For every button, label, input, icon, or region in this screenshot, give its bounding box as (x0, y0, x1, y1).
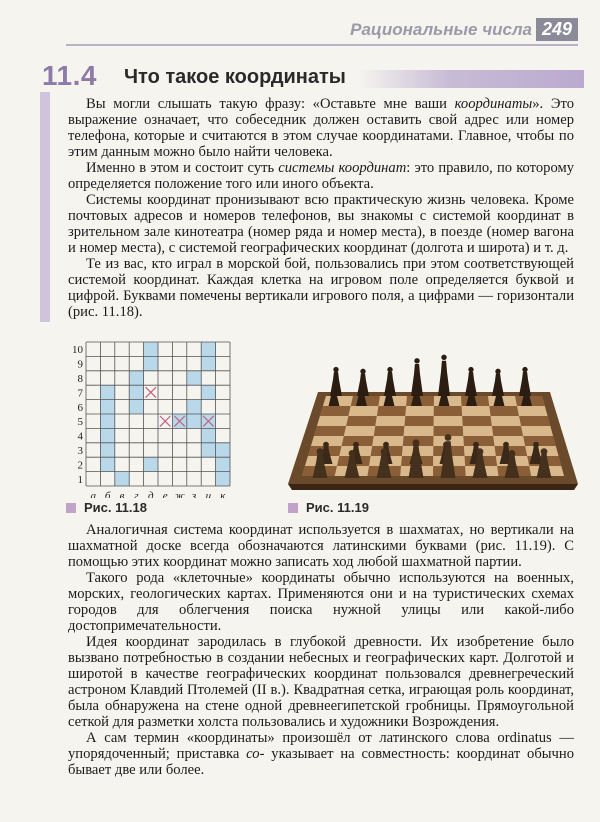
board-square (521, 426, 553, 436)
figure-caption-1: Рис. 11.18 (66, 500, 147, 515)
col-label: е (162, 490, 168, 498)
shaded-cell (100, 428, 114, 442)
shaded-cell (201, 428, 215, 442)
col-label: в (119, 490, 125, 498)
col-label: и (205, 490, 212, 498)
chessboard-photo (288, 352, 578, 492)
board-square (493, 436, 525, 446)
board-square (377, 406, 406, 416)
row-label: 6 (77, 401, 83, 414)
header-rule (66, 44, 578, 46)
chapter-title: Рациональные числа (350, 20, 532, 39)
battleship-grid (56, 338, 236, 498)
paragraph: Вы могли слышать такую фразу: «Оставьте мне ваши координаты». Это выражение означает, что собеседник должен оставить свой адрес или номер телефона, которые и считаются в этом случае координатами. Главное, чтобы по этим данным можно было найти человека. (68, 96, 574, 160)
shaded-cell (187, 371, 201, 385)
col-label: а (90, 490, 96, 498)
row-label: 1 (77, 473, 83, 486)
text-block-1 (68, 96, 574, 320)
row-label: 7 (77, 387, 83, 400)
board-square (314, 426, 346, 436)
shaded-cell (216, 472, 230, 486)
col-label: к (220, 490, 226, 498)
board-square (434, 406, 462, 416)
caption-marker-icon (288, 503, 298, 513)
board-square (348, 406, 378, 416)
row-label: 3 (77, 445, 83, 458)
paragraph: Системы координат пронизывают всю практическую жизнь человека. Кроме почтовых адресов и номеров телефонов, вы знакомы с системой координат в зрительном зале кинотеатра (номер ряда и номер места), в поезде (номер вагона и номер места), с системой географических координат (долгота и широта) и т. д. (68, 192, 574, 256)
text-block-2 (68, 522, 574, 778)
board-square (317, 416, 348, 426)
shaded-cell (100, 443, 114, 457)
board-square (463, 436, 494, 446)
margin-bar (40, 92, 50, 322)
shaded-cell (100, 414, 114, 428)
paragraph: Именно в этом и состоит суть системы координат: это правило, по которому определяется положение того или иного объекта. (68, 160, 574, 192)
shaded-cell (187, 414, 201, 428)
row-label: 2 (77, 459, 83, 472)
row-label: 5 (77, 416, 83, 429)
board-square (462, 406, 491, 416)
col-label: д (148, 490, 154, 498)
shaded-cell (144, 342, 158, 356)
paragraph: Те из вас, кто играл в морской бой, пользовались при этом соответствующей системой координат. Каждая клетка на игровом поле определяется буквой и цифрой. Буквами помечены вертикали игрового поля, а цифрами — горизонтали (рис. 11.18). (68, 256, 574, 320)
board-square (346, 416, 377, 426)
figure-caption-2: Рис. 11.19 (288, 500, 369, 515)
paragraph: Аналогичная система координат используется в шахматах, но вертикали на шахматной доске всегда обозначаются латинскими буквами (рис. 11.19). С помощью этих координат можно записать ход любой шахматной партии. (68, 522, 574, 570)
running-head (0, 18, 600, 44)
shaded-cell (144, 457, 158, 471)
row-label: 4 (77, 430, 83, 443)
board-square (519, 416, 550, 426)
shaded-cell (187, 400, 201, 414)
col-label: б (104, 490, 111, 498)
board-square (517, 406, 547, 416)
shaded-cell (129, 385, 143, 399)
board-square (374, 426, 405, 436)
shaded-cell (100, 385, 114, 399)
col-label: з (191, 490, 197, 498)
col-label: ж (174, 490, 185, 498)
paragraph: Такого рода «клеточные» координаты обычно используются на военных, морских, геологических картах. Применяются они и на туристических схемах городов для облегчения поиска нужной улицы или какой-либо достопримечательности. (68, 570, 574, 634)
paragraph: Идея координат зародилась в глубокой древности. Их изобретение было вызвано потребностью в создании небесных и географических карт. Долготой и широтой в качестве географических координат пользовался древнегреческий астроном Клавдий Птолемей (II в.). Квадратная сетка, играющая роль координат, была обнаружена на стене одной древнеегипетской гробницы. Прямоугольной сеткой для разметки холста пользовались и художники Возрождения. (68, 634, 574, 730)
shaded-cell (115, 472, 129, 486)
page-number: 249 (536, 18, 578, 41)
board-square (523, 436, 556, 446)
shaded-cell (201, 356, 215, 370)
board-square (491, 416, 521, 426)
board-square (462, 416, 492, 426)
shaded-cell (100, 400, 114, 414)
board-square (344, 426, 375, 436)
row-label: 10 (72, 344, 83, 357)
shaded-cell (144, 356, 158, 370)
shaded-cell (201, 443, 215, 457)
board-square (489, 406, 519, 416)
board-square (492, 426, 523, 436)
section-number: 11.4 (42, 60, 97, 91)
board-square (404, 426, 434, 436)
shaded-cell (100, 457, 114, 471)
shaded-cell (201, 342, 215, 356)
shaded-cell (129, 400, 143, 414)
board-square (375, 416, 405, 426)
section-title: Что такое координаты (124, 66, 346, 88)
heading-bar (358, 70, 584, 88)
board-square (434, 416, 463, 426)
shaded-cell (216, 457, 230, 471)
board-square (404, 416, 433, 426)
section-heading (28, 62, 584, 92)
board-square (320, 406, 351, 416)
shaded-cell (201, 385, 215, 399)
caption-marker-icon (66, 503, 76, 513)
board-square (463, 426, 493, 436)
row-label: 9 (77, 358, 83, 371)
board-square (405, 406, 434, 416)
shaded-cell (216, 443, 230, 457)
row-label: 8 (77, 373, 83, 386)
col-label: г (134, 490, 139, 498)
paragraph: А сам термин «координаты» произошёл от латинского слова ordinatus — упорядоченный; приставка со- указывает на совместность: координат обычно бывает две или более. (68, 730, 575, 778)
shaded-cell (129, 371, 143, 385)
